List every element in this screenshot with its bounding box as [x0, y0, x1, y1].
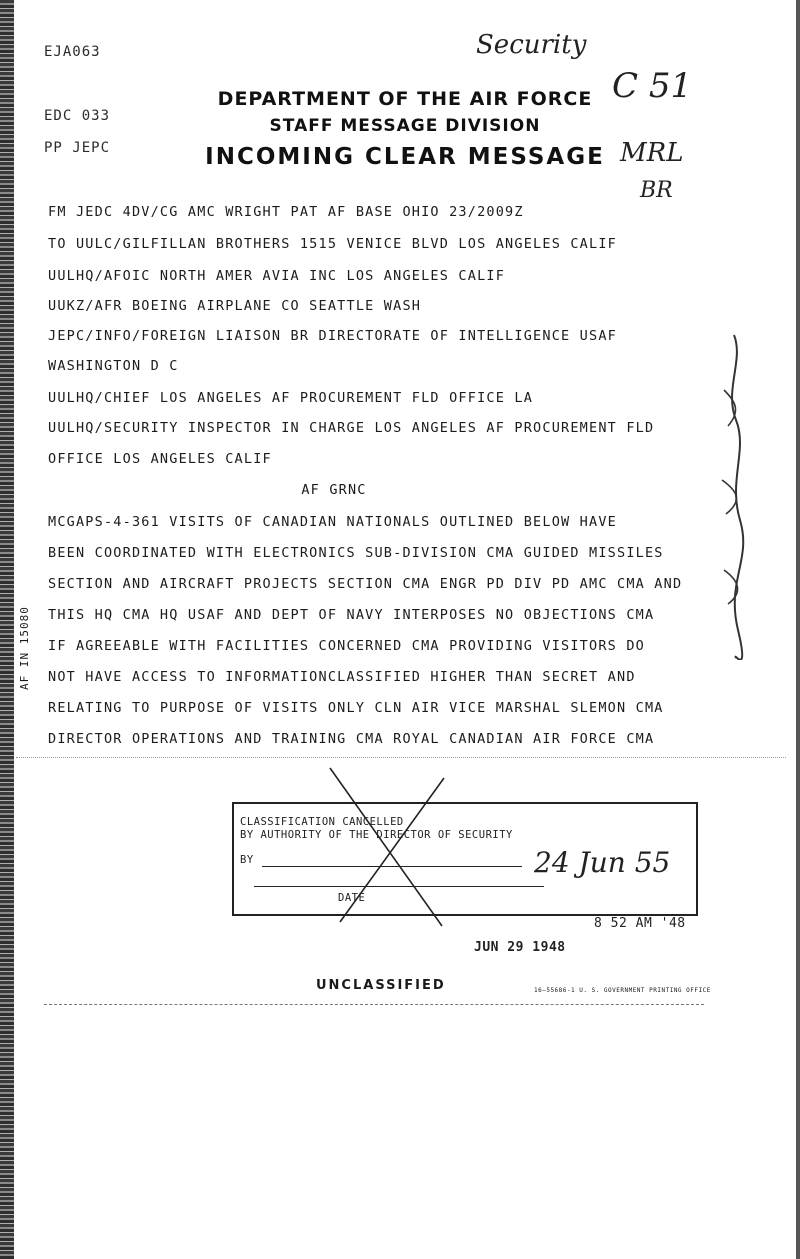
routing-line-from: FM JEDC 4DV/CG AMC WRIGHT PAT AF BASE OHIO 23/2009Z [48, 204, 524, 220]
body-line: NOT HAVE ACCESS TO INFORMATIONCLASSIFIED HIGHER THAN SECRET AND [48, 669, 636, 685]
cancellation-cross [320, 766, 450, 932]
stamp-date-label: DATE [338, 892, 366, 904]
division-title: STAFF MESSAGE DIVISION [269, 116, 541, 136]
body-line: BEEN COORDINATED WITH ELECTRONICS SUB-DIVISION CMA GUIDED MISSILES [48, 545, 664, 561]
handwritten-security: Security [476, 30, 587, 60]
routing-line: UULHQ/SECURITY INSPECTOR IN CHARGE LOS ANGELES AF PROCUREMENT FLD [48, 420, 655, 436]
handwritten-signature-mark [714, 330, 754, 660]
message-type-title: INCOMING CLEAR MESSAGE [205, 144, 605, 170]
routing-line: UUKZ/AFR BOEING AIRPLANE CO SEATTLE WASH [48, 298, 422, 314]
routing-line: WASHINGTON D C [48, 358, 179, 374]
routing-line: OFFICE LOS ANGELES CALIF [48, 451, 272, 467]
body-line: SECTION AND AIRCRAFT PROJECTS SECTION CMA ENGR PD DIV PD AMC CMA AND [48, 576, 683, 592]
body-line: DIRECTOR OPERATIONS AND TRAINING CMA ROYAL CANADIAN AIR FORCE CMA [48, 731, 655, 747]
body-line: THIS HQ CMA HQ USAF AND DEPT OF NAVY INTERPOSES NO OBJECTIONS CMA [48, 607, 655, 623]
classification-footer: UNCLASSIFIED [316, 978, 446, 993]
scan-edge-left [0, 0, 14, 1259]
handwritten-initials: MRL [620, 138, 684, 168]
department-title: DEPARTMENT OF THE AIR FORCE [217, 88, 593, 110]
side-reference-number: AF IN 15080 [18, 606, 31, 690]
received-date-stamp: JUN 29 1948 [474, 940, 566, 955]
routing-line: UULHQ/AFOIC NORTH AMER AVIA INC LOS ANGELES CALIF [48, 268, 506, 284]
stamp-by-label: BY [240, 854, 254, 866]
document-page [14, 0, 796, 1259]
routing-line: UULHQ/CHIEF LOS ANGELES AF PROCUREMENT FLD OFFICE LA [48, 390, 534, 406]
routing-code-3: PP JEPC [44, 140, 111, 156]
handwritten-cancel-date: 24 Jun 55 [534, 846, 671, 879]
routing-code-1: EJA063 [44, 44, 101, 60]
perforation-rule [16, 757, 786, 758]
routing-line: JEPC/INFO/FOREIGN LIAISON BR DIRECTORATE OF INTELLIGENCE USAF [48, 328, 617, 344]
body-line: IF AGREEABLE WITH FACILITIES CONCERNED CMA PROVIDING VISITORS DO [48, 638, 645, 654]
handwritten-initials-2: BR [640, 178, 673, 203]
body-line: RELATING TO PURPOSE OF VISITS ONLY CLN AIR VICE MARSHAL SLEMON CMA [48, 700, 664, 716]
printing-office-line: 16—55686-1 U. S. GOVERNMENT PRINTING OFFICE [534, 987, 711, 994]
handwritten-file-number: C 51 [612, 66, 693, 106]
routing-code-2: EDC 033 [44, 108, 111, 124]
grnc-label: AF GRNC [301, 482, 367, 498]
body-line: MCGAPS-4-361 VISITS OF CANADIAN NATIONALS OUTLINED BELOW HAVE [48, 514, 617, 530]
stamp-line-2: BY AUTHORITY OF THE DIRECTOR OF SECURITY [240, 829, 513, 841]
scan-edge-right [796, 0, 800, 1259]
received-time-stamp: 8 52 AM '48 [594, 916, 686, 931]
routing-line-to: TO UULC/GILFILLAN BROTHERS 1515 VENICE BLVD LOS ANGELES CALIF [48, 236, 617, 252]
bottom-rule [44, 1004, 704, 1005]
stamp-line-1: CLASSIFICATION CANCELLED [240, 816, 404, 828]
